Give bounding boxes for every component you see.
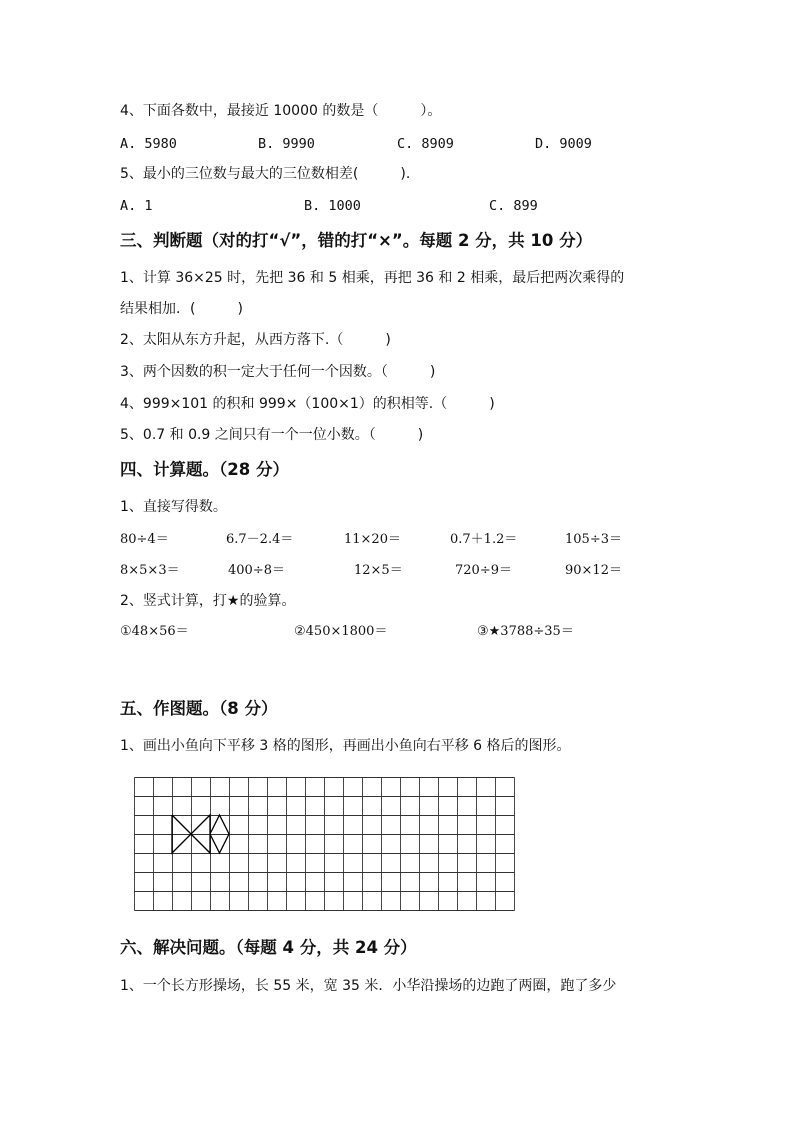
calc-r2-c4: 720÷9＝ [455,563,512,578]
judge-item-4: 4、999×101 的积和 999×（100×1）的积相等.（ ) [120,396,495,412]
section-4-title: 四、计算题。（28 分） [120,460,289,479]
q4-option-d: D. 9009 [535,136,592,152]
judge-item-2: 2、太阳从东方升起，从西方落下.（ ) [120,332,391,348]
calc-r1-c1: 80÷4＝ [120,532,169,547]
q4-option-b: B. 9990 [258,136,315,152]
q4-option-a: A. 5980 [120,136,177,152]
calc-r1-c4: 0.7＋1.2＝ [450,532,518,547]
fish-tail [172,815,210,853]
calc-r1-c2: 6.7－2.4＝ [226,532,294,547]
section-5-title: 五、作图题。（8 分） [120,699,278,718]
calc-r2-c5: 90×12＝ [565,563,622,578]
judge-item-3: 3、两个因数的积一定大于任何一个因数。（ ) [120,364,436,380]
judge-item-1: 1、计算 36×25 时，先把 36 和 5 相乘，再把 36 和 2 相乘，最后把两次乘得的 [120,270,625,286]
solve-question-1: 1、一个长方形操场，长 55 米，宽 35 米．小华沿操场的边跑了两圈，跑了多少 [120,978,617,994]
draw-question-1: 1、画出小鱼向下平移 3 格的图形，再画出小鱼向右平移 6 格后的图形。 [120,738,571,754]
judge-item-5: 5、0.7 和 0.9 之间只有一个一位小数。（ ) [120,427,424,443]
calc-r1-c5: 105÷3＝ [565,532,622,547]
calc-r2-c3: 12×5＝ [354,563,403,578]
section-6-title: 六、解决问题。（每题 4 分，共 24 分） [120,938,417,957]
vertical-calc-2: ②450×1800＝ [294,624,388,639]
fish-body [210,815,229,853]
q4-option-c: C. 8909 [397,136,454,152]
judge-item-1-cont: 结果相加．( ) [120,301,243,317]
calc-sub1: 1、直接写得数。 [120,499,227,515]
section-3-title: 三、判断题（对的打“√”，错的打“×”。每题 2 分，共 10 分） [120,231,593,250]
q5-option-b: B. 1000 [304,198,361,214]
q5-option-c: C. 899 [489,198,538,214]
vertical-calc-3: ③★3788÷35＝ [477,624,574,639]
drawing-grid[interactable] [134,777,516,911]
calc-r1-c3: 11×20＝ [344,532,401,547]
question-5-stem: 5、最小的三位数与最大的三位数相差( ). [120,166,411,182]
fish-figure [172,815,229,853]
q5-option-a: A. 1 [120,198,153,214]
question-4-stem: 4、下面各数中，最接近 10000 的数是（ ）。 [120,103,442,119]
calc-sub2: 2、竖式计算，打★的验算。 [120,593,296,609]
vertical-calc-1: ①48×56＝ [120,624,189,639]
calc-r2-c1: 8×5×3＝ [120,563,180,578]
calc-r2-c2: 400÷8＝ [228,563,285,578]
